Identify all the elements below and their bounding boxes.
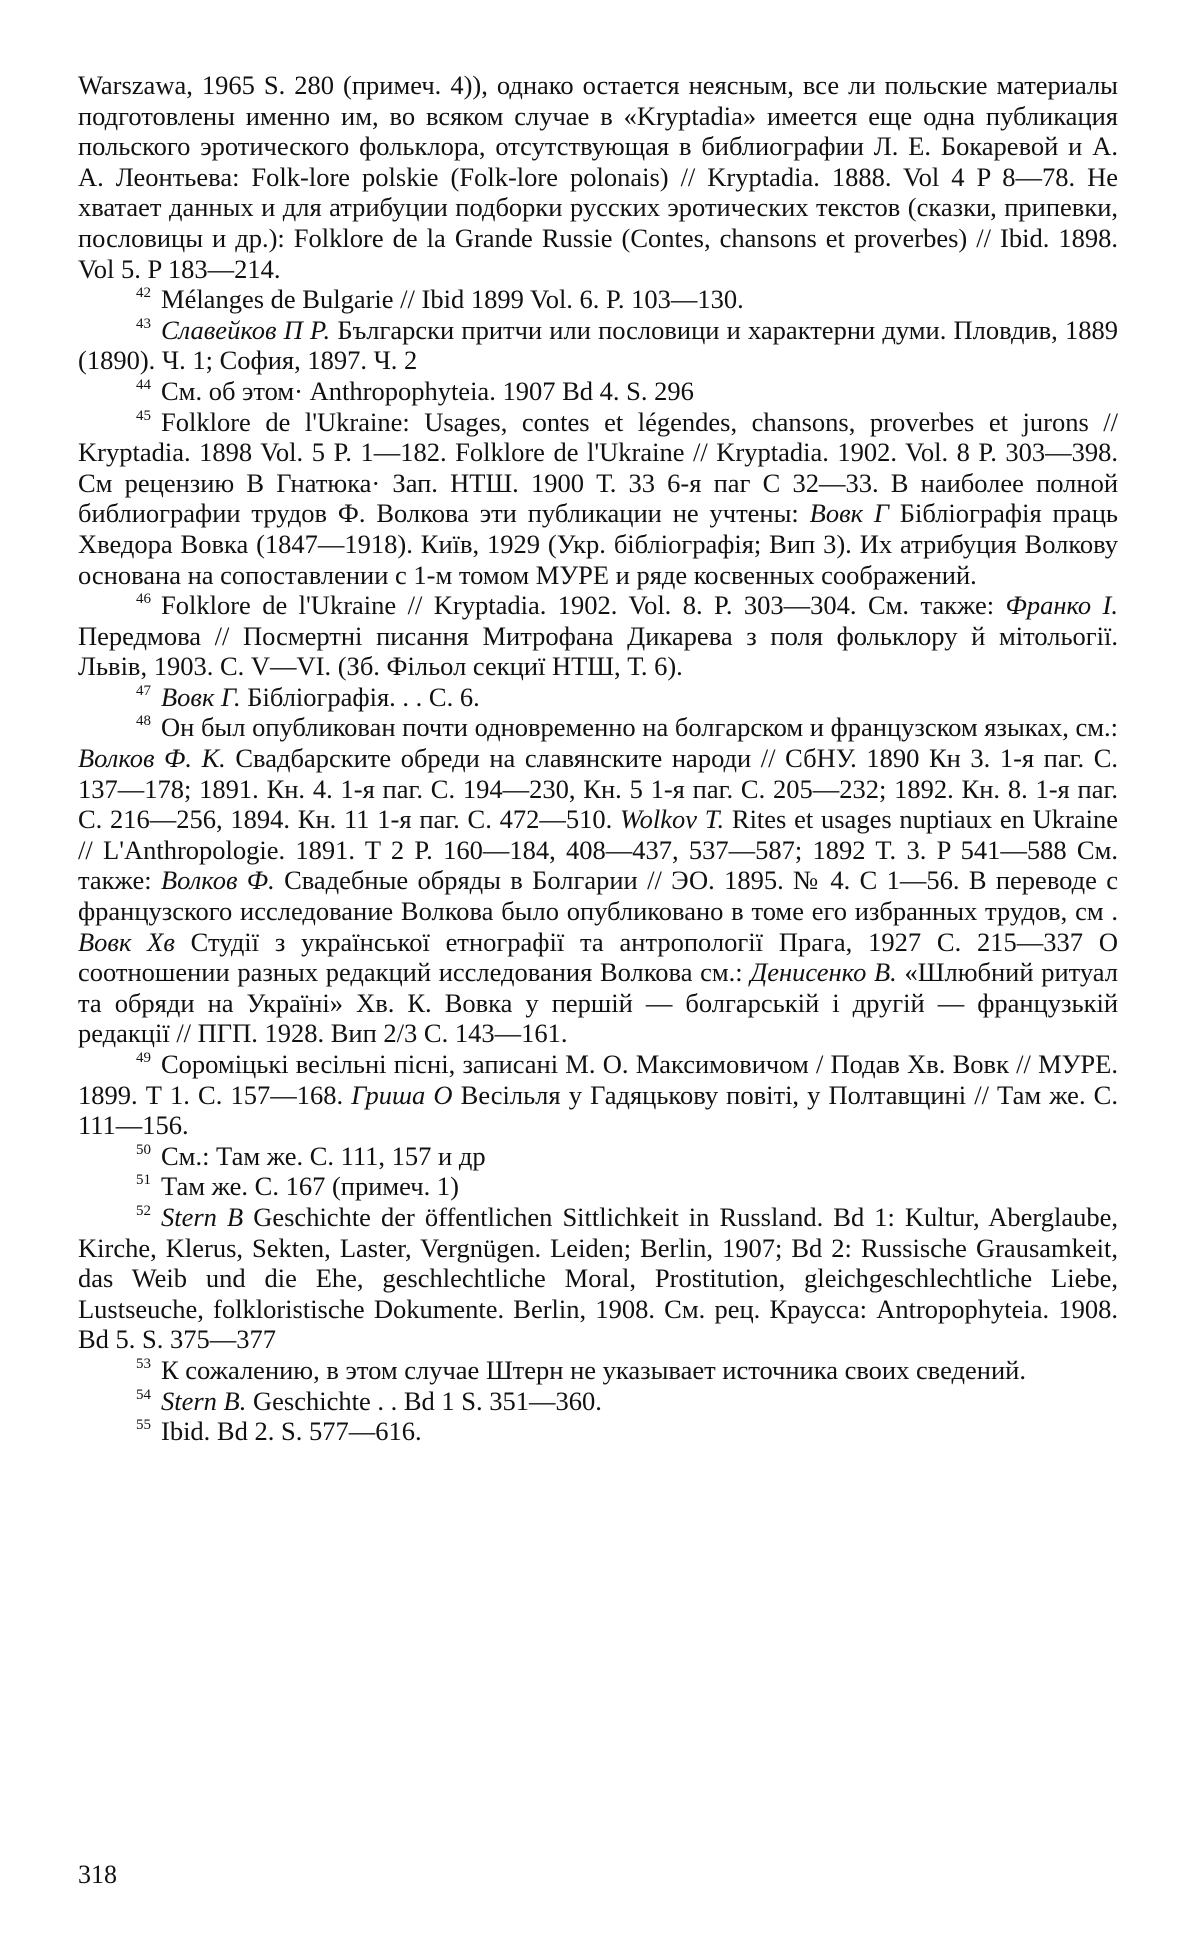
footnote-number: 55 — [136, 1417, 151, 1434]
footnote-text: Ibid. Bd 2. S. 577—616. — [161, 1416, 422, 1447]
footnote-number: 46 — [136, 591, 151, 608]
author-name: Денисенко В. — [750, 957, 897, 988]
footnote-text: Он был опубликован почти одновременно на болгарском и французском языках, см.: — [161, 712, 1119, 743]
footnote-55 — [78, 1416, 1118, 1447]
footnote-text: См.: Там же. С. 111, 157 и др — [161, 1140, 486, 1171]
footnote-text: Geschichte der öffentlichen Sittlichkeit in Russland. Bd 1: Kultur, Aberglaube, Kirche, Klerus, Sekten, Laster, Vergnügen. Leiden; Berlin, 1907; Bd 2: Russische Grausamkeit, das Weib und die Ehe, geschlechtliche Moral, Prostitution, gleichgeschlechtliche Liebe, Lustseuche, folkloristische Dokumente. Berlin, 1908. См. рец. Краусса: Antropophyteia. 1908. Bd 5. S. 375—377 — [78, 1201, 1118, 1355]
footnote-47 — [78, 682, 1118, 713]
page-number: 318 — [78, 1860, 117, 1889]
footnote-number: 52 — [136, 1202, 151, 1219]
footnote-text: Весільля у Гадяцькову повіті, у Полтавщині // Там же. С. 111—156. — [78, 1079, 1118, 1141]
author-name: Wolkov T. — [619, 804, 725, 835]
footnote-48 — [78, 712, 1118, 1049]
footnote-number: 50 — [136, 1141, 151, 1158]
footnote-43 — [78, 315, 1118, 376]
footnote-text: Mélanges de Bulgarie // Ibid 1899 Vol. 6. P. 103—130. — [161, 284, 744, 315]
footnote-text: Студії з української етнографії та антропології Прага, 1927 С. 215—337 О соотношении разных редакций исследования Волкова см.: — [78, 926, 1118, 988]
footnote-53 — [78, 1355, 1118, 1386]
footnote-text: Передмова // Посмертні писання Митрофана Дикарева з поля фольклору й мітольогії. Львів, 1903. С. V—VI. (Зб. Фільол секциї НТШ, Т. 6). — [78, 620, 1118, 682]
footnote-text: «Шлюбний ритуал та обряди на Україні» Хв. К. Вовка у першій — болгарській і другій — французькій редакції // ПГП. 1928. Вип 2/3 С. 143—161. — [78, 957, 1118, 1049]
footnote-number: 43 — [136, 315, 151, 332]
author-name: Гриша О — [351, 1079, 453, 1110]
author-name: Stern B. — [161, 1385, 247, 1416]
footnote-number: 49 — [136, 1050, 151, 1066]
author-name: Волков Ф. К. — [78, 743, 226, 774]
footnote-number: 45 — [136, 407, 151, 424]
footnote-text: Folklore de l'Ukraine: Usages, contes et légendes, chansons, proverbes et jurons // Kryptadia. 1898 Vol. 5 P. 1—182. Folklore de l'Ukraine // Kryptadia. 1902. Vol. 8 P. 303—398. См рецензию В Гнатюка· Зап. НТШ. 1900 Т. 33 6-я паг С 32—33. В наиболее полной библиографии трудов Ф. Волкова эти публикации не учтены: — [78, 406, 1118, 529]
author-name: Вовк Г — [809, 498, 889, 529]
footnote-text: Бібліографія праць Хведора Вовка (1847—1918). Київ, 1929 (Укр. бібліографія; Вип 3). Их атрибуция Волкову основана на сопоставлении с 1-м томом МУРЕ и ряде косвенных соображений. — [78, 498, 1118, 590]
footnote-44 — [78, 376, 1118, 407]
footnote-50 — [78, 1141, 1118, 1172]
footnote-52 — [78, 1202, 1118, 1355]
footnote-text: Там же. С. 167 (примеч. 1) — [161, 1171, 459, 1202]
footnote-number: 53 — [136, 1355, 151, 1372]
author-name: Волков Ф. — [160, 865, 275, 896]
footnote-number: 47 — [136, 682, 151, 699]
footnote-text: Бібліографія. . . С. 6. — [240, 681, 480, 712]
footnote-text: Свадебные обряды в Болгарии // ЭО. 1895. № 4. С 1—56. В переводе с французского исследование Волкова было опубликовано в томе его избранных трудов, см . — [78, 865, 1118, 927]
author-name: Франко І. — [1005, 590, 1118, 621]
footnote-49 — [78, 1049, 1118, 1141]
footnote-number: 54 — [136, 1386, 151, 1403]
footnote-54 — [78, 1386, 1118, 1417]
footnote-text: См. об этом· Anthropophyteia. 1907 Bd 4. S. 296 — [161, 375, 694, 406]
footnote-number: 44 — [136, 376, 151, 393]
footnote-45 — [78, 407, 1118, 591]
notes-page — [78, 70, 1118, 1447]
footnote-text: К сожалению, в этом случае Штерн не указывает источника своих сведений. — [161, 1354, 1026, 1385]
footnote-42 — [78, 284, 1118, 315]
author-name: Вовк Г. — [161, 681, 241, 712]
footnote-text: Folklore de l'Ukraine // Kryptadia. 1902. Vol. 8. P. 303—304. См. также: — [161, 590, 1006, 621]
author-name: Вовк Хв — [78, 926, 175, 957]
footnote-text: Свадбарските обреди на славянските народи // СбНУ. 1890 Кн 3. 1-я паг. С. 137—178; 1891. Кн. 4. 1-я паг. С. 194—230, Кн. 5 1-я паг. С. 205—232; 1892. Кн. 8. 1-я паг. С. 216—256, 1894. Кн. 11 1-я паг. С. 472—510. — [78, 743, 1118, 835]
footnote-number: 48 — [136, 713, 151, 730]
footnote-number: 42 — [136, 285, 151, 302]
footnote-continuation — [78, 70, 1118, 284]
author-name: Славейков П Р. — [161, 314, 331, 345]
footnote-text: Rites et usages nuptiaux en Ukraine // L'Anthropologie. 1891. T 2 P. 160—184, 408—437, 537—587; 1892 T. 3. P 541—588 См. также: — [78, 804, 1118, 896]
footnote-text: Български притчи или пословици и характерни думи. Пловдив, 1889 (1890). Ч. 1; София, 1897. Ч. 2 — [78, 314, 1118, 376]
footnote-text: Warszawa, 1965 S. 280 (примеч. 4)), однако остается неясным, все ли польские материалы подготовлены именно им, во всяком случае в «Kryptadia» имеется еще одна публикация польского эротического фольклора, отсутствующая в библиографии Л. Е. Бокаревой и А. А. Леонтьева: Folk-lore polskie (Folk-lore polonais) // Kryptadia. 1888. Vol 4 P 8—78. Не хватает данных и для атрибуции подборки русских эротических текстов (сказки, припевки, пословицы и др.): Folklore de la Grande Russie (Contes, chansons et proverbes) // Ibid. 1898. Vol 5. P 183—214. — [78, 70, 1118, 284]
footnote-46 — [78, 590, 1118, 682]
footnote-text: Geschichte . . Bd 1 S. 351—360. — [246, 1385, 602, 1416]
footnote-51 — [78, 1171, 1118, 1202]
footnote-number: 51 — [136, 1172, 151, 1189]
author-name: Stern B — [161, 1201, 244, 1232]
footnote-text: Сороміцькі весільні пісні, записані М. О. Максимовичом / Подав Хв. Вовк // МУРЕ. 1899. Т 1. С. 157—168. — [78, 1049, 1118, 1110]
